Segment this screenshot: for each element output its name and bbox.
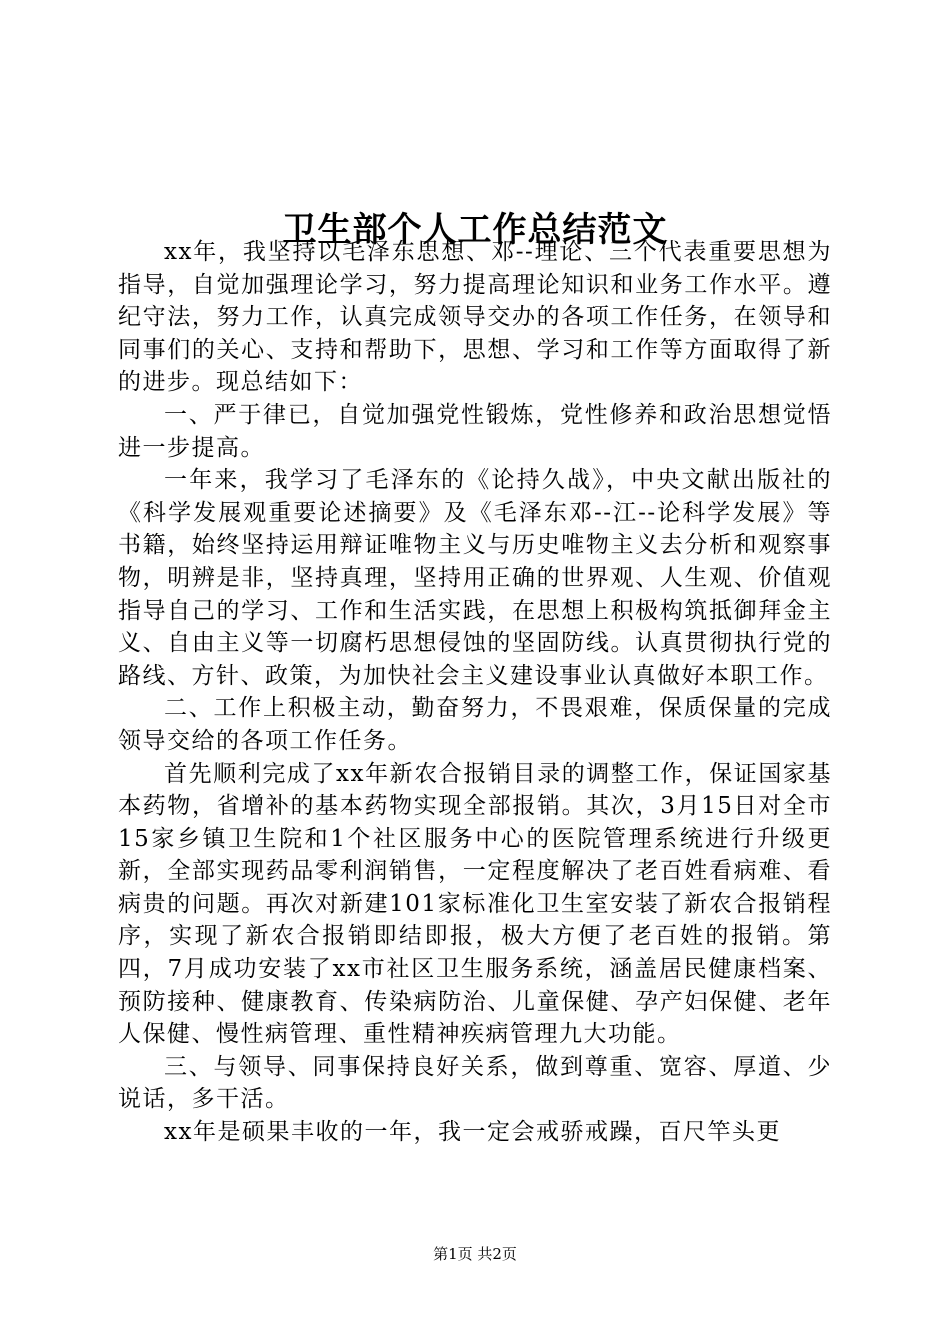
paragraph-section-1-heading: 一、严于律已，自觉加强党性锻炼，党性修养和政治思想觉悟进一步提高。 [118,401,832,461]
paragraph-closing: xx年是硕果丰收的一年，我一定会戒骄戒躁，百尺竿头更 [164,1119,781,1146]
paragraph-intro: xx年，我坚持以毛泽东思想、邓--理论、三个代表重要思想为指导，自觉加强理论学习，努力提高理论知识和业务工作水平。遵纪守法，努力工作，认真完成领导交办的各项工作任务，在领导和同事们的关心、支持和帮助下，思想、学习和工作等方面取得了新的进步。现总结如下： [118,239,832,396]
page-footer: 第1页 共2页 [433,1245,517,1263]
document-title: 卫生部个人工作总结范文 [282,209,668,250]
document-body [118,236,832,1149]
paragraph-section-3-heading: 三、与领导、同事保持良好关系，做到尊重、宽容、厚道、少说话，多干活。 [118,1053,832,1113]
paragraph-section-2-heading: 二、工作上积极主动，勤奋努力，不畏艰难，保质保量的完成领导交给的各项工作任务。 [118,695,832,754]
paragraph-section-1-body: 一年来，我学习了毛泽东的《论持久战》，中央文献出版社的《科学发展观重要论述摘要》及《毛泽东邓--江--论科学发展》等书籍，始终坚持运用辩证唯物主义与历史唯物主义去分析和观察事物，明辨是非，坚持真理，坚持用正确的世界观、人生观、价值观指导自己的学习、工作和生活实践，在思想上积极构筑抵御拜金主义、自由主义等一切腐朽思想侵蚀的坚固防线。认真贯彻执行党的路线、方针、政策，为加快社会主义建设事业认真做好本职工作。 [118,467,832,689]
paragraph-section-2-body: 首先顺利完成了xx年新农合报销目录的调整工作，保证国家基本药物，省增补的基本药物实现全部报销。其次，3月15日对全市15家乡镇卫生院和1个社区服务中心的医院管理系统进行升级更新，全部实现药品零利润销售，一定程度解决了老百姓看病难、看病贵的问题。再次对新建101家标准化卫生室安装了新农合报销程序，实现了新农合报销即结即报，极大方便了老百姓的报销。第四，7月成功安装了xx市社区卫生服务系统，涵盖居民健康档案、预防接种、健康教育、传染病防治、儿童保健、孕产妇保健、老年人保健、慢性病管理、重性精神疾病管理九大功能。 [118,760,832,1048]
